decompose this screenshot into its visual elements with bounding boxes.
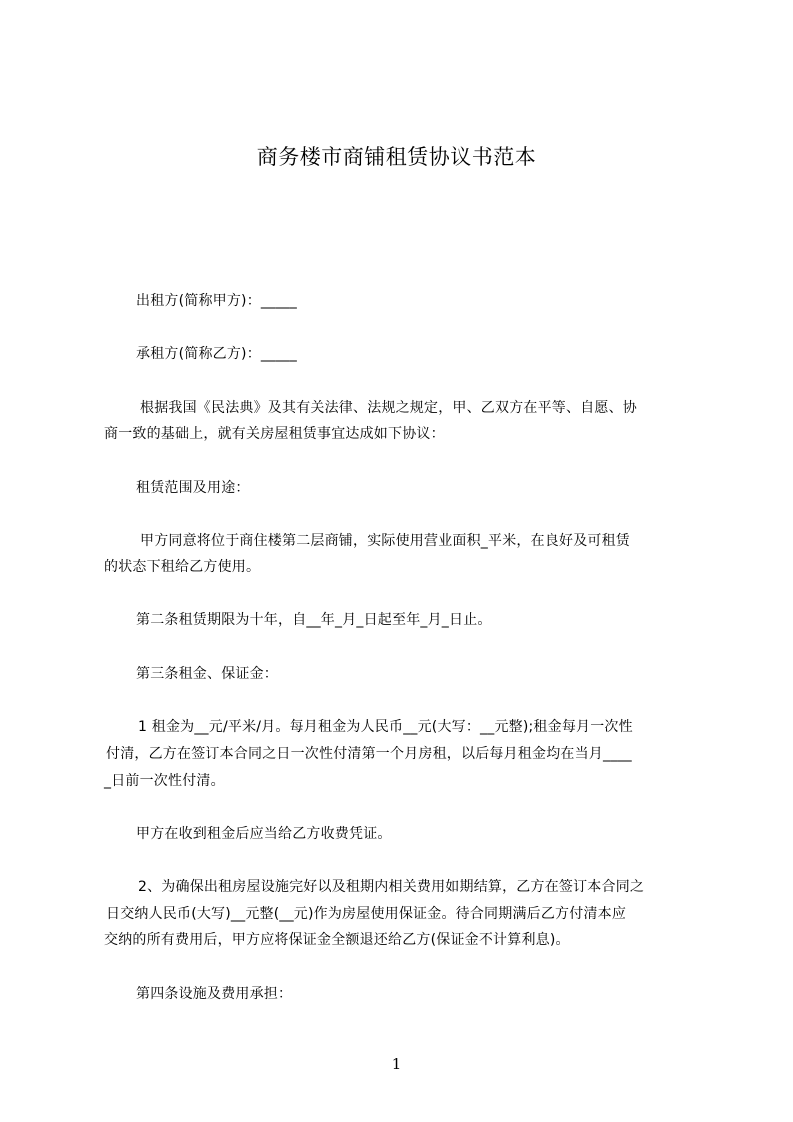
page-number: 1 [391, 1055, 402, 1073]
lessee-line: 承租方(简称乙方)：_____ [136, 346, 297, 362]
rent-line-3: _日前一次性付清。 [104, 773, 225, 789]
scope-line-2: 的状态下租给乙方使用。 [104, 559, 261, 575]
preamble-line-1: 根据我国《民法典》及其有关法律、法规之规定，甲、乙双方在平等、自愿、协 [140, 400, 637, 416]
deposit-line-1: 2、为确保出租房屋设施完好以及租期内相关费用如期结算，乙方在签订本合同之 [138, 879, 645, 895]
rent-line-2: 付清，乙方在签订本合同之日一次性付清第一个月房租，以后每月租金均在当月____ [106, 746, 632, 762]
page-title: 商务楼市商铺租赁协议书范本 [256, 145, 537, 169]
preamble-line-2: 商一致的基础上，就有关房屋租赁事宜达成如下协议： [104, 426, 445, 442]
deposit-line-3: 交纳的所有费用后，甲方应将保证金全额退还给乙方(保证金不计算利息)。 [104, 932, 570, 948]
receipt-line: 甲方在收到租金后应当给乙方收费凭证。 [136, 826, 392, 842]
lessor-line: 出租方(简称甲方)：_____ [136, 293, 297, 309]
article-4-heading: 第四条设施及费用承担： [136, 986, 293, 1002]
article-3-heading: 第三条租金、保证金： [136, 666, 278, 682]
scope-heading: 租赁范围及用途： [136, 480, 250, 496]
scope-line-1: 甲方同意将位于商住楼第二层商铺，实际使用营业面积_平米，在良好及可租赁 [140, 533, 630, 549]
rent-line-1: 1 租金为__元/平米/月。每月租金为人民币__元(大写：__元整);租金每月一次性 [138, 719, 633, 735]
article-2: 第二条租赁期限为十年，自__年_月_日起至年_月_日止。 [136, 612, 492, 628]
deposit-line-2: 日交纳人民币(大写)__元整(__元)作为房屋使用保证金。待合同期满后乙方付清本应 [106, 906, 627, 922]
